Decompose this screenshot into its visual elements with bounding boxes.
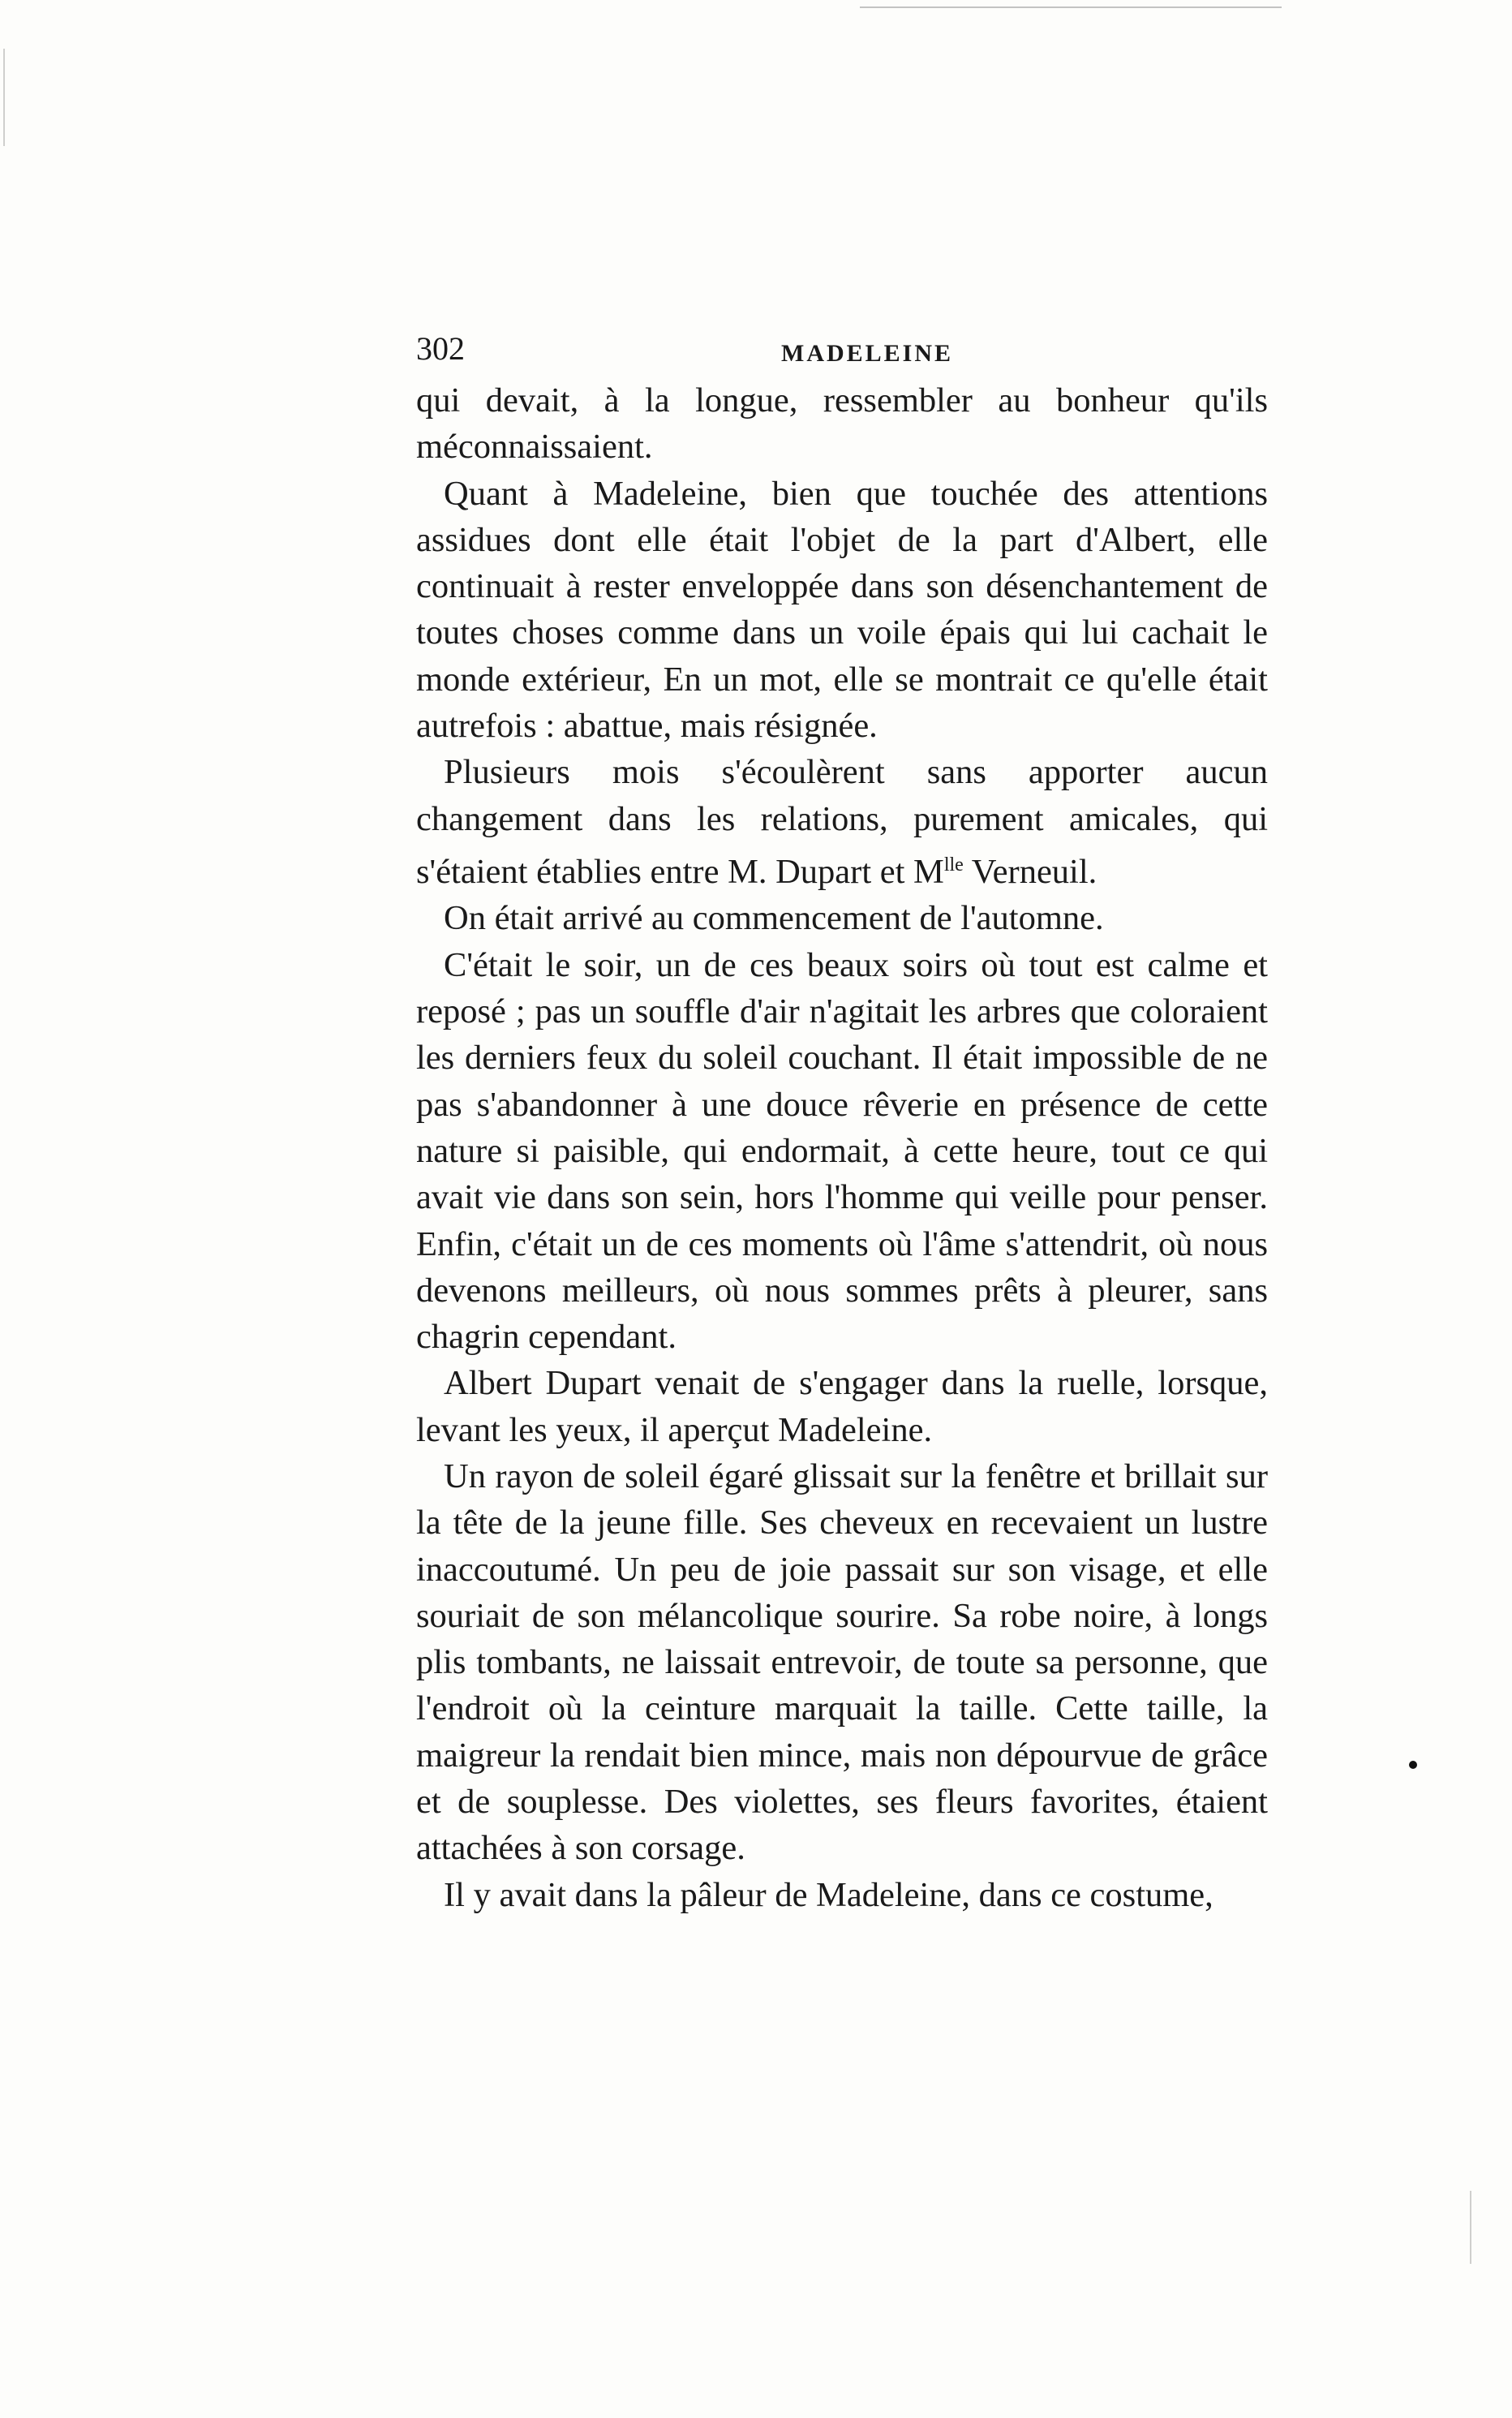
running-title: MADELEINE <box>781 340 954 367</box>
paragraph-1: qui devait, à la longue, ressembler au bonheur qu'ils méconnaissaient. <box>416 381 1268 467</box>
paragraph-2: Quant à Madeleine, bien que touchée des attentions assidues dont elle était l'objet de la part d'Albert, elle continuait à rester enveloppée dans son désenchantement de toutes choses comme dans un voile épais qui lui cachait le monde extérieur, En un mot, elle se montrait ce qu'elle était autrefois : abattue, mais résignée. <box>416 474 1268 746</box>
paragraph-6: Albert Dupart venait de s'engager dans la ruelle, lorsque, levant les yeux, il aperçut Madeleine. <box>416 1364 1268 1449</box>
page-number: 302 <box>416 330 465 367</box>
paragraph-3-end: Verneuil. <box>963 853 1097 892</box>
ink-speck <box>1409 1761 1417 1769</box>
scan-edge-mark-top <box>860 6 1282 8</box>
paragraph-3-text: Plusieurs mois s'écoulèrent sans apporter aucun changement dans les relations, purement amicales, qui s'étaient établies entre M. Dupart et M <box>416 753 1268 892</box>
mademoiselle-abbrev: lle <box>943 854 964 876</box>
body-text <box>416 377 1268 1918</box>
paragraph-8: Il y avait dans la pâleur de Madeleine, dans ce costume, <box>444 1875 1213 1914</box>
paragraph-5: C'était le soir, un de ces beaux soirs où tout est calme et reposé ; pas un souffle d'air n'agitait les arbres que coloraient les derniers feux du soleil couchant. Il était impossible de ne pas s'abandonner à une douce rêverie en présence de cette nature si paisible, qui endormait, à cette heure, tout ce qui avait vie dans son sein, hors l'homme qui veille pour penser. Enfin, c'était un de ces moments où l'âme s'attendrit, où nous devenons meilleurs, où nous sommes prêts à pleurer, sans chagrin cependant. <box>416 945 1268 1357</box>
paragraph-4: On était arrivé au commencement de l'automne. <box>444 899 1104 938</box>
running-head <box>416 325 1268 373</box>
scan-edge-mark-right <box>1470 2191 1471 2264</box>
paragraph-7: Un rayon de soleil égaré glissait sur la fenêtre et brillait sur la tête de la jeune fille. Ses cheveux en recevaient un lustre inaccoutumé. Un peu de joie passait sur son visage, et elle souriait de son mélancolique sourire. Sa robe noire, à longs plis tombants, ne laissait entrevoir, de toute sa personne, que l'endroit où la ceinture marquait la taille. Cette taille, la maigreur la rendait bien mince, mais non dépourvue de grâce et de souplesse. Des violettes, ses fleurs favorites, étaient attachées à son corsage. <box>416 1456 1268 1868</box>
paragraph-3 <box>416 749 1268 895</box>
scan-edge-mark-left <box>3 49 5 146</box>
